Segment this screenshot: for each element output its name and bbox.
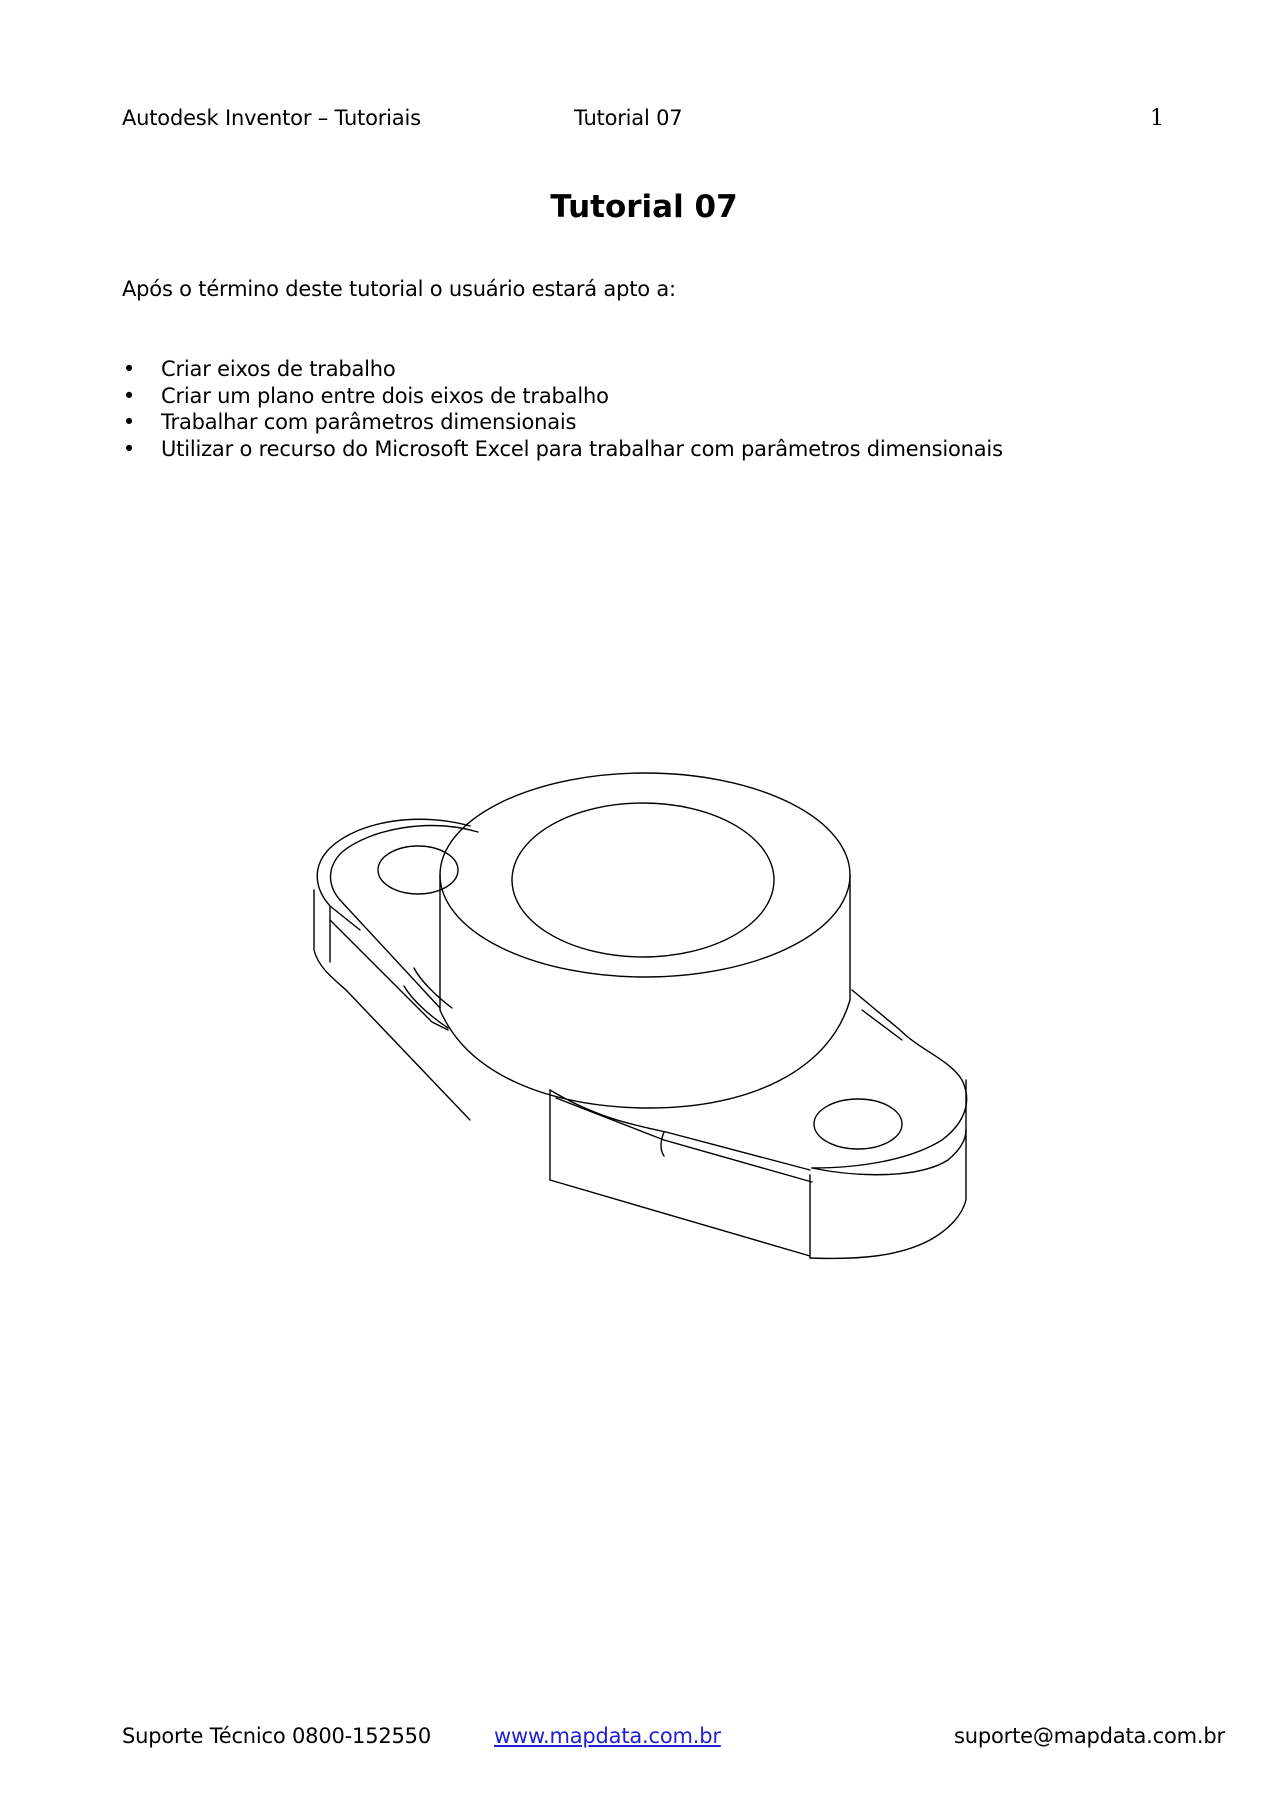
support-phone-text: Suporte Técnico 0800-152550 <box>122 1724 432 1748</box>
flange-bearing-drawing <box>300 770 980 1270</box>
page-title: Tutorial 07 <box>550 189 738 225</box>
list-item <box>122 356 1003 383</box>
left-lug-top-edge <box>317 819 470 930</box>
right-bolt-hole <box>814 1099 902 1149</box>
base-front-top <box>550 1090 810 1170</box>
right-lug-side <box>810 1130 966 1258</box>
bullet-icon: • <box>122 410 136 434</box>
left-lug-outer-face <box>314 890 470 1120</box>
list-item <box>122 409 1003 436</box>
bullet-icon: • <box>122 383 136 408</box>
bullet-icon: • <box>122 436 136 461</box>
page-number: 1 <box>1150 106 1164 131</box>
base-fillet-mark <box>661 1132 664 1156</box>
support-email-text: suporte@mapdata.com.br <box>954 1724 1225 1748</box>
left-lug-slope-inner <box>330 920 448 1030</box>
header-left-text: Autodesk Inventor – Tutoriais <box>122 106 421 130</box>
left-bolt-hole <box>378 846 458 894</box>
list-item <box>122 436 1003 463</box>
list-item-text: Criar um plano entre dois eixos de trabalho <box>161 383 609 408</box>
list-item-text: Utilizar o recurso do Microsoft Excel para trabalhar com parâmetros dimensionais <box>161 436 1003 461</box>
objectives-list <box>122 356 1003 462</box>
list-item-text: Criar eixos de trabalho <box>161 357 396 381</box>
boss-bottom-arc <box>440 1000 850 1108</box>
website-link[interactable]: www.mapdata.com.br <box>494 1724 721 1748</box>
bullet-icon: • <box>122 357 136 381</box>
boss-top-bore <box>512 803 774 957</box>
intro-text: Após o término deste tutorial o usuário estará apto a: <box>122 277 676 301</box>
list-item-text: Trabalhar com parâmetros dimensionais <box>161 410 577 434</box>
base-bottom-edge <box>550 1180 810 1256</box>
base-front-top-2 <box>556 1098 812 1182</box>
left-lug-slope-top <box>340 900 440 1008</box>
header-center-text: Tutorial 07 <box>574 106 683 130</box>
left-lug-fillet-2 <box>414 968 452 1008</box>
list-item <box>122 383 1003 410</box>
